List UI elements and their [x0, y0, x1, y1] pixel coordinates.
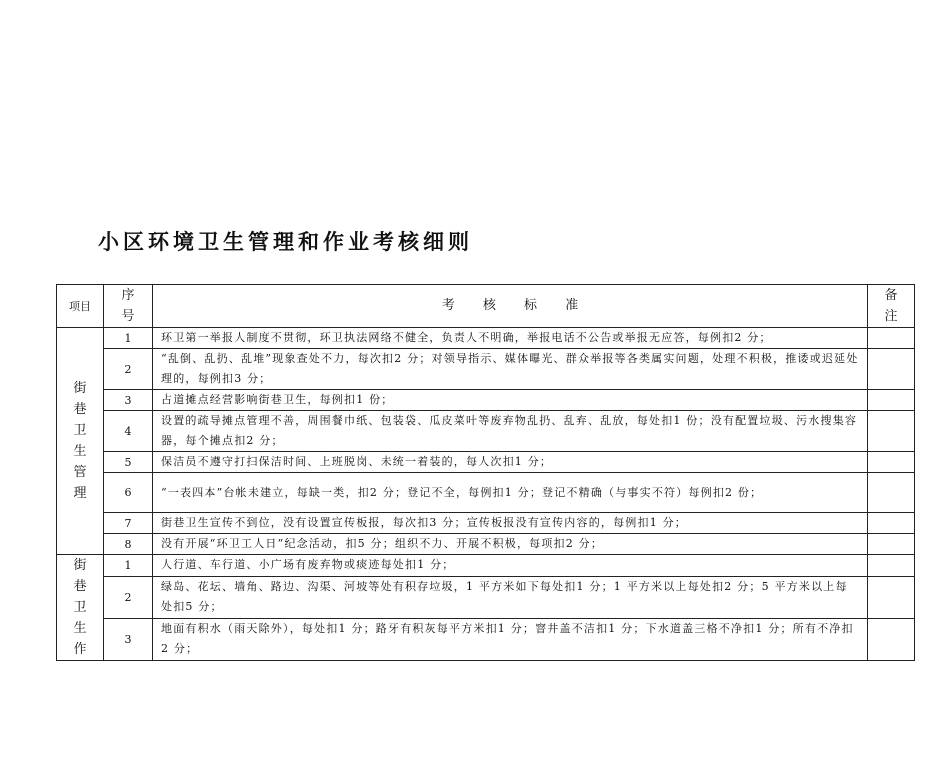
table-row	[57, 390, 915, 411]
row-standard-text: 街巷卫生宣传不到位，没有设置宣传板报，每次扣3 分；宣传板报没有宣传内容的，每例扣1 分；	[153, 513, 868, 534]
section-label: 街 巷 卫 生 管 理	[73, 381, 87, 501]
table-row	[57, 411, 915, 452]
table-row	[57, 576, 915, 618]
row-note	[868, 349, 915, 390]
row-number: 1	[104, 328, 153, 349]
header-no-label: 序 号	[121, 288, 135, 324]
row-note	[868, 328, 915, 349]
table-row	[57, 473, 915, 513]
row-standard-text: 没有开展“环卫工人日”纪念活动，扣5 分；组织不力、开展不积极，每项扣2 分；	[153, 534, 868, 555]
table-row	[57, 513, 915, 534]
row-number: 4	[104, 411, 153, 452]
section-label-cell	[57, 328, 104, 555]
row-standard-text: 设置的疏导摊点管理不善，周围餐巾纸、包装袋、瓜皮菜叶等废弃物乱扔、乱弃、乱放，每处扣1 份；没有配置垃圾、污水搜集容器，每个摊点扣2 分；	[153, 411, 868, 452]
row-standard-text: 地面有积水（雨天除外），每处扣1 分；路牙有积灰每平方米扣1 分；窨井盖不洁扣1 分；下水道盖三格不净扣1 分；所有不净扣2 分；	[153, 618, 868, 660]
row-note	[868, 555, 915, 577]
section-label: 街 巷 卫 生 作	[73, 558, 87, 657]
table-row	[57, 452, 915, 473]
header-note	[868, 285, 915, 328]
table-row	[57, 349, 915, 390]
row-standard-text: 占道摊点经营影响街巷卫生，每例扣1 份；	[153, 390, 868, 411]
row-standard-text: 环卫第一举报人制度不贯彻，环卫执法网络不健全，负责人不明确，举报电话不公告或举报无应答，每例扣2 分；	[153, 328, 868, 349]
section-label-cell	[57, 555, 104, 661]
row-number: 2	[104, 576, 153, 618]
row-number: 1	[104, 555, 153, 577]
row-standard-text: 人行道、车行道、小广场有废弃物或痰迹每处扣1 分；	[153, 555, 868, 577]
row-number: 8	[104, 534, 153, 555]
table-header-row	[57, 285, 915, 328]
header-note-label: 备 注	[884, 288, 898, 324]
row-note	[868, 618, 915, 660]
row-note	[868, 473, 915, 513]
row-note	[868, 513, 915, 534]
table-row	[57, 618, 915, 660]
header-no	[104, 285, 153, 328]
row-note	[868, 534, 915, 555]
row-note	[868, 411, 915, 452]
row-number: 3	[104, 390, 153, 411]
row-note	[868, 576, 915, 618]
table-row	[57, 328, 915, 349]
row-number: 6	[104, 473, 153, 513]
row-number: 7	[104, 513, 153, 534]
page-title: 小区环境卫生管理和作业考核细则	[98, 230, 473, 254]
row-standard-text: 绿岛、花坛、墙角、路边、沟渠、河坡等处有积存垃圾，1 平方米如下每处扣1 分；1 平方米以上每处扣2 分；5 平方米以上每处扣5 分；	[153, 576, 868, 618]
row-standard-text: 保洁员不遵守打扫保洁时间、上班脱岗、未统一着装的，每人次扣1 分；	[153, 452, 868, 473]
assessment-table	[56, 284, 915, 661]
table-row	[57, 534, 915, 555]
table-row	[57, 555, 915, 577]
row-standard-text: “乱倒、乱扔、乱堆”现象查处不力，每次扣2 分；对领导指示、媒体曝光、群众举报等各类属实问题，处理不积极，推诿或迟延处理的，每例扣3 分；	[153, 349, 868, 390]
header-standard: 考 核 标 准	[153, 285, 868, 328]
header-item: 项目	[57, 285, 104, 328]
row-number: 2	[104, 349, 153, 390]
row-standard-text: “一表四本”台帐未建立，每缺一类，扣2 分；登记不全，每例扣1 分；登记不精确（与事实不符）每例扣2 份；	[153, 473, 868, 513]
row-note	[868, 452, 915, 473]
row-number: 3	[104, 618, 153, 660]
row-note	[868, 390, 915, 411]
row-number: 5	[104, 452, 153, 473]
